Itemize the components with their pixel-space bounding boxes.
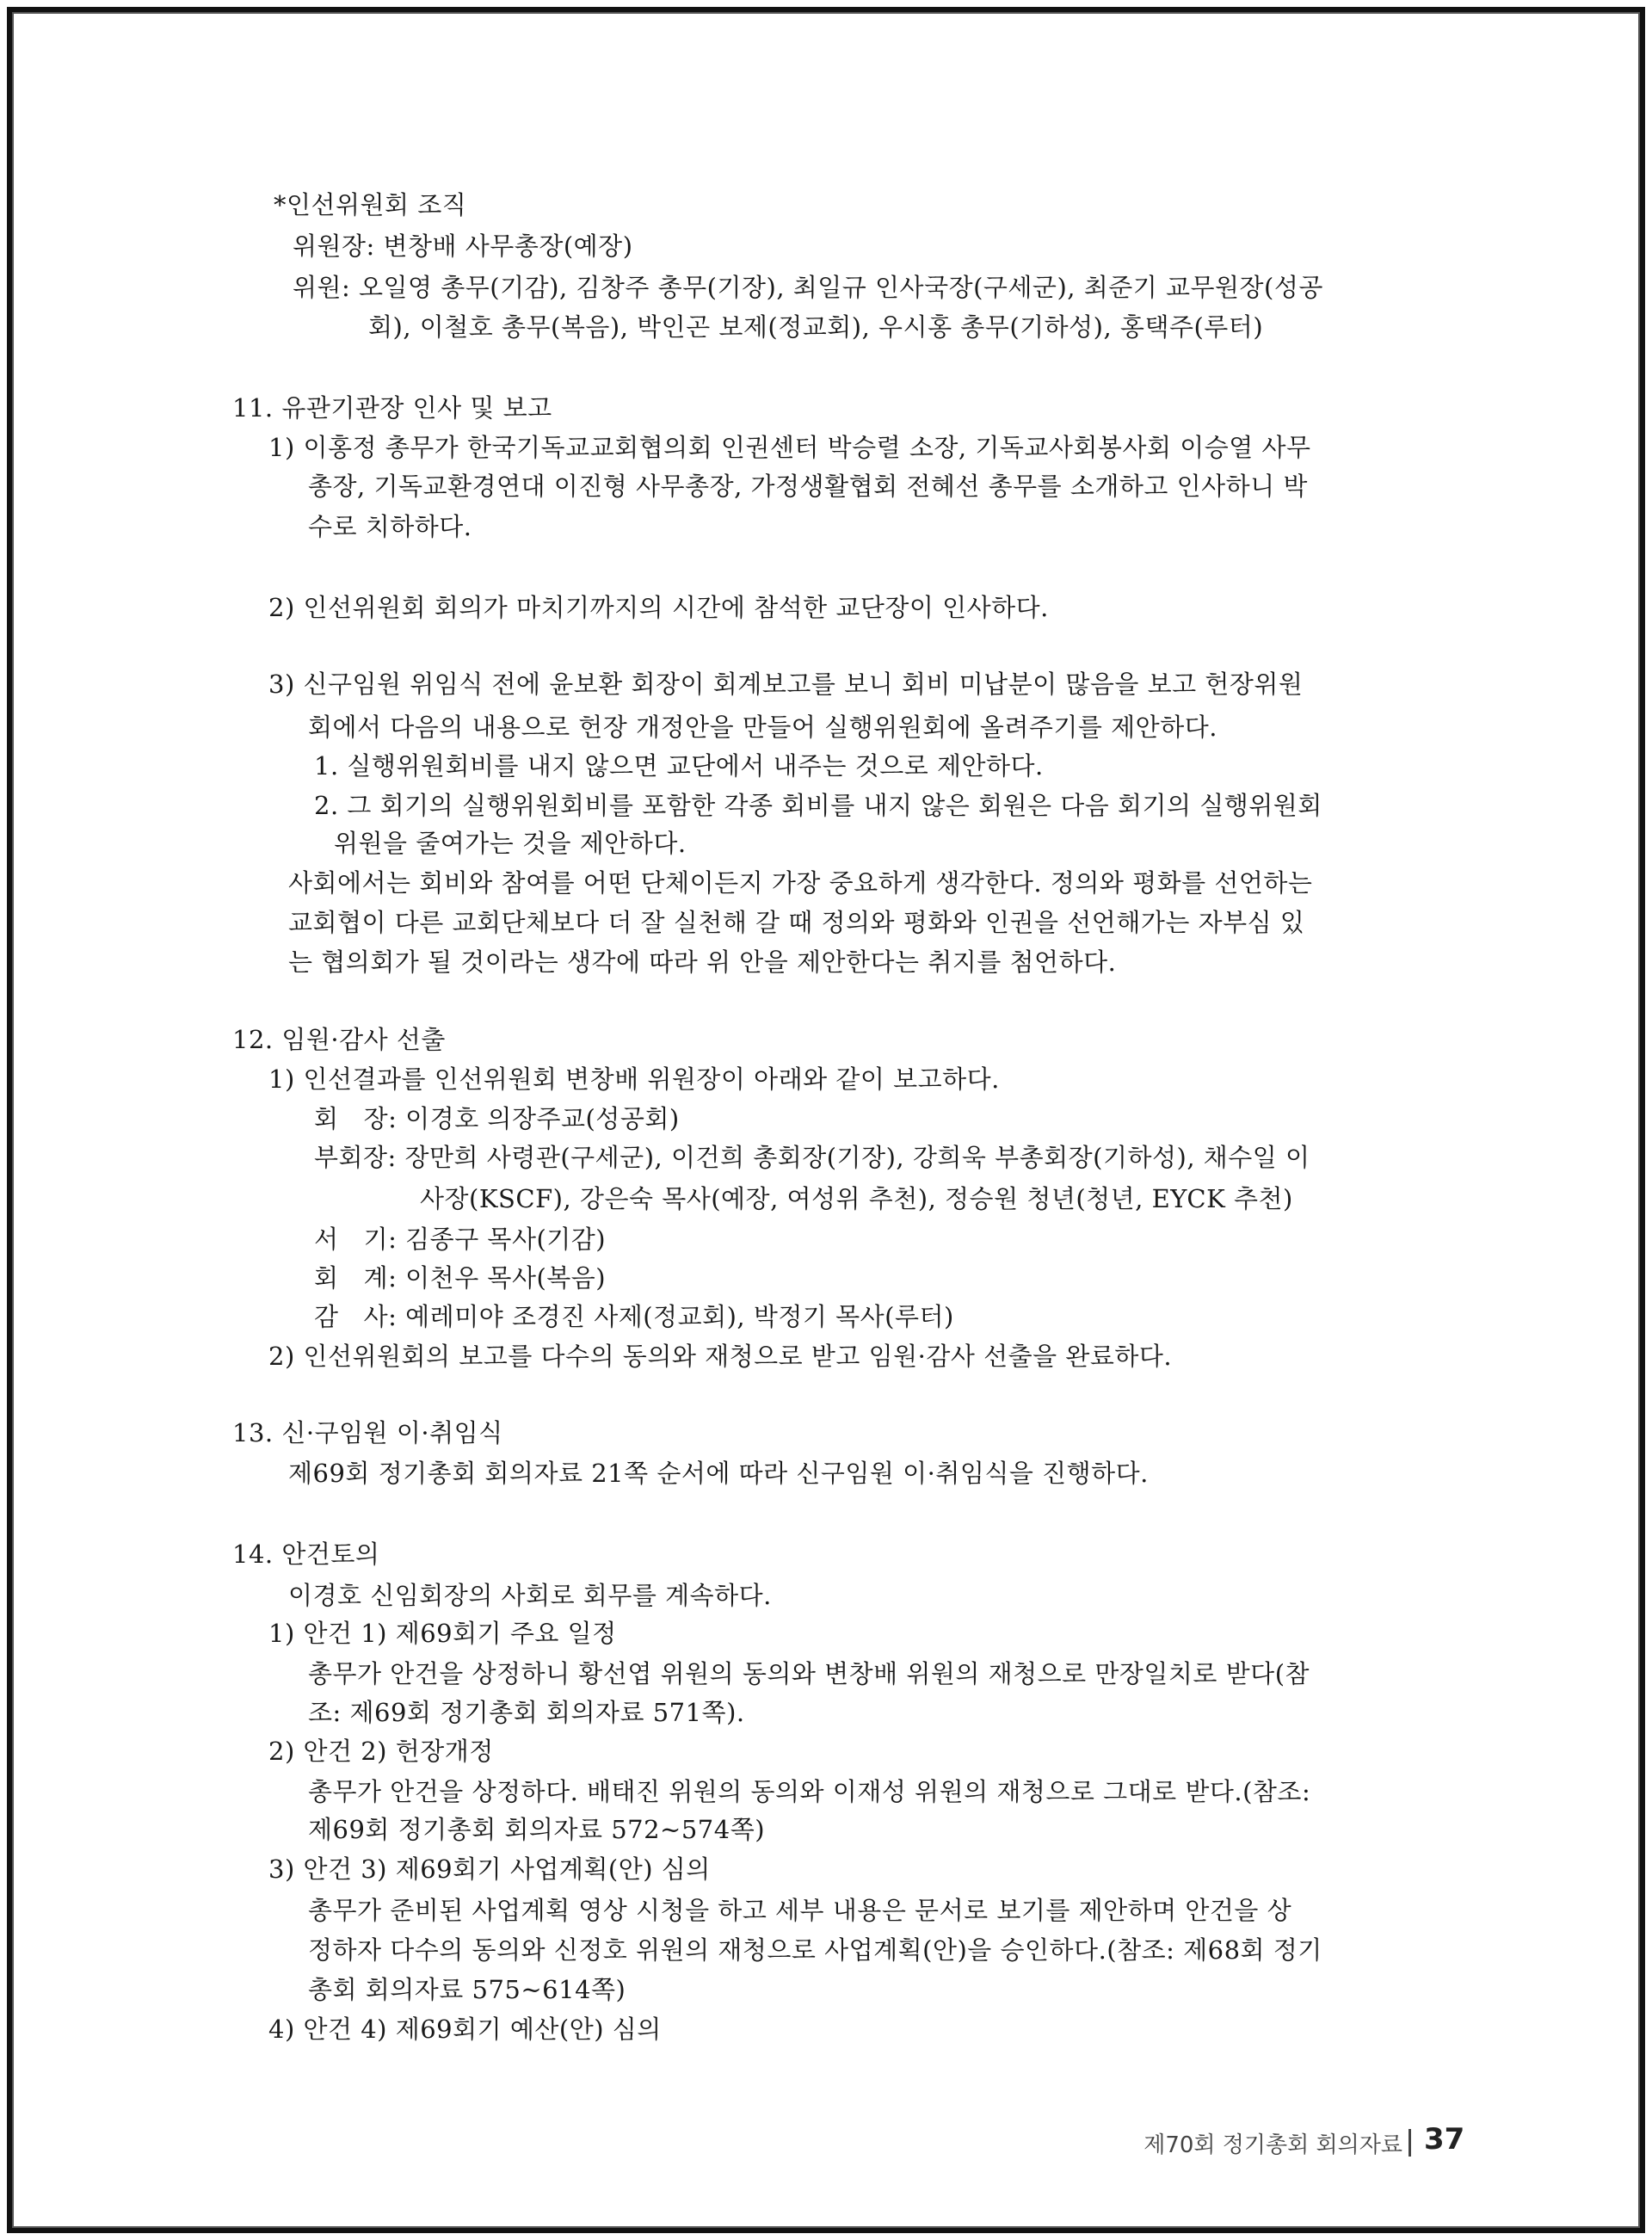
item-11-2: 2) 인선위원회 회의가 마치기까지의 시간에 참석한 교단장이 인사하다.	[268, 593, 1049, 622]
proposal-1: 1. 실행위원회비를 내지 않으면 교단에서 내주는 것으로 제안하다.	[314, 751, 1044, 781]
item-11-1: 1) 이홍정 총무가 한국기독교교회협의회 인권센터 박승렬 소장, 기독교사회봉사회 이승열 사무	[268, 433, 1311, 462]
agenda-3-text-cont: 정하자 다수의 동의와 신정호 위원의 재청으로 사업계획(안)을 승인하다.(참조: 제68회 정기	[308, 1935, 1322, 1965]
treasurer-line: 회 계: 이천우 목사(복음)	[314, 1263, 607, 1293]
page-number: 37	[1424, 2122, 1465, 2157]
item-13-text: 제69회 정기총회 회의자료 21쪽 순서에 따라 신구임원 이·취임식을 진행하다.	[288, 1459, 1149, 1488]
president-line: 회 장: 이경호 의장주교(성공회)	[314, 1104, 680, 1133]
agenda-3-title: 3) 안건 3) 제69회기 사업계획(안) 심의	[268, 1854, 711, 1884]
section-heading-11: 11. 유관기관장 인사 및 보고	[232, 393, 552, 423]
footer-divider	[1409, 2129, 1411, 2157]
item-12-2: 2) 인선위원회의 보고를 다수의 동의와 재청으로 받고 임원·감사 선출을 완료하다.	[268, 1342, 1173, 1371]
agenda-1-text-cont: 조: 제69회 정기총회 회의자료 571쪽).	[308, 1698, 745, 1727]
footer-doc-title: 제70회 정기총회 회의자료	[1143, 2132, 1402, 2158]
item-14-intro: 이경호 신임회장의 사회로 회무를 계속하다.	[288, 1581, 772, 1610]
proposal-2-cont: 위원을 줄여가는 것을 제안하다.	[334, 829, 687, 858]
agenda-1-title: 1) 안건 1) 제69회기 주요 일정	[268, 1619, 617, 1648]
remark-paragraph-cont: 교회협이 다른 교회단체보다 더 잘 실천해 갈 때 정의와 평화와 인권을 선언해가는 자부심 있	[288, 908, 1305, 937]
remark-paragraph-cont: 는 협의회가 될 것이라는 생각에 따라 위 안을 제안한다는 취지를 첨언하다.	[288, 947, 1117, 977]
item-12-1: 1) 인선결과를 인선위원회 변창배 위원장이 아래와 같이 보고하다.	[268, 1064, 1000, 1094]
members-line-cont: 회), 이철호 총무(복음), 박인곤 보제(정교회), 우시홍 총무(기하성), 홍택주(루터)	[368, 312, 1264, 342]
remark-paragraph: 사회에서는 회비와 참여를 어떤 단체이든지 가장 중요하게 생각한다. 정의와 평화를 선언하는	[288, 868, 1313, 898]
agenda-2-text-cont: 제69회 정기총회 회의자료 572~574쪽)	[308, 1815, 766, 1844]
auditor-line: 감 사: 예레미야 조경진 사제(정교회), 박정기 목사(루터)	[314, 1302, 954, 1331]
secretary-line: 서 기: 김종구 목사(기감)	[314, 1225, 607, 1254]
organization-heading: *인선위원회 조직	[274, 190, 467, 219]
item-11-1-cont: 총장, 기독교환경연대 이진형 사무총장, 가정생활협회 전혜선 총무를 소개하고 인사하니 박	[308, 472, 1308, 501]
chair-line: 위원장: 변창배 사무총장(예장)	[293, 231, 633, 261]
proposal-2: 2. 그 회기의 실행위원회비를 포함한 각종 회비를 내지 않은 회원은 다음 회기의 실행위원회	[314, 791, 1322, 820]
agenda-3-text: 총무가 준비된 사업계획 영상 시청을 하고 세부 내용은 문서로 보기를 제안하며 안건을 상	[308, 1896, 1292, 1925]
section-heading-13: 13. 신·구임원 이·취임식	[232, 1418, 503, 1447]
item-11-3: 3) 신구임원 위임식 전에 윤보환 회장이 회계보고를 보니 회비 미납분이 많음을 보고 헌장위원	[268, 670, 1304, 699]
item-11-3-cont: 회에서 다음의 내용으로 헌장 개정안을 만들어 실행위원회에 올려주기를 제안하다.	[308, 713, 1217, 742]
agenda-3-text-cont: 총회 회의자료 575~614쪽)	[308, 1975, 626, 2004]
agenda-4-title: 4) 안건 4) 제69회기 예산(안) 심의	[268, 2015, 662, 2044]
vice-president-line: 부회장: 장만희 사령관(구세군), 이건희 총회장(기장), 강희욱 부총회장(기하성), 채수일 이	[314, 1143, 1310, 1172]
agenda-2-text: 총무가 안건을 상정하다. 배태진 위원의 동의와 이재성 위원의 재청으로 그대로 받다.(참조:	[308, 1777, 1311, 1806]
section-heading-12: 12. 임원·감사 선출	[232, 1025, 446, 1054]
section-heading-14: 14. 안건토의	[232, 1540, 380, 1569]
members-line: 위원: 오일영 총무(기감), 김창주 총무(기장), 최일규 인사국장(구세군), 최준기 교무원장(성공	[293, 273, 1323, 302]
agenda-2-title: 2) 안건 2) 헌장개정	[268, 1737, 494, 1766]
vice-president-line-cont: 사장(KSCF), 강은숙 목사(예장, 여성위 추천), 정승원 청년(청년, EYCK 추천)	[420, 1184, 1293, 1213]
agenda-1-text: 총무가 안건을 상정하니 황선엽 위원의 동의와 변창배 위원의 재청으로 만장일치로 받다(참	[308, 1659, 1310, 1688]
item-11-1-cont: 수로 치하하다.	[308, 512, 472, 541]
